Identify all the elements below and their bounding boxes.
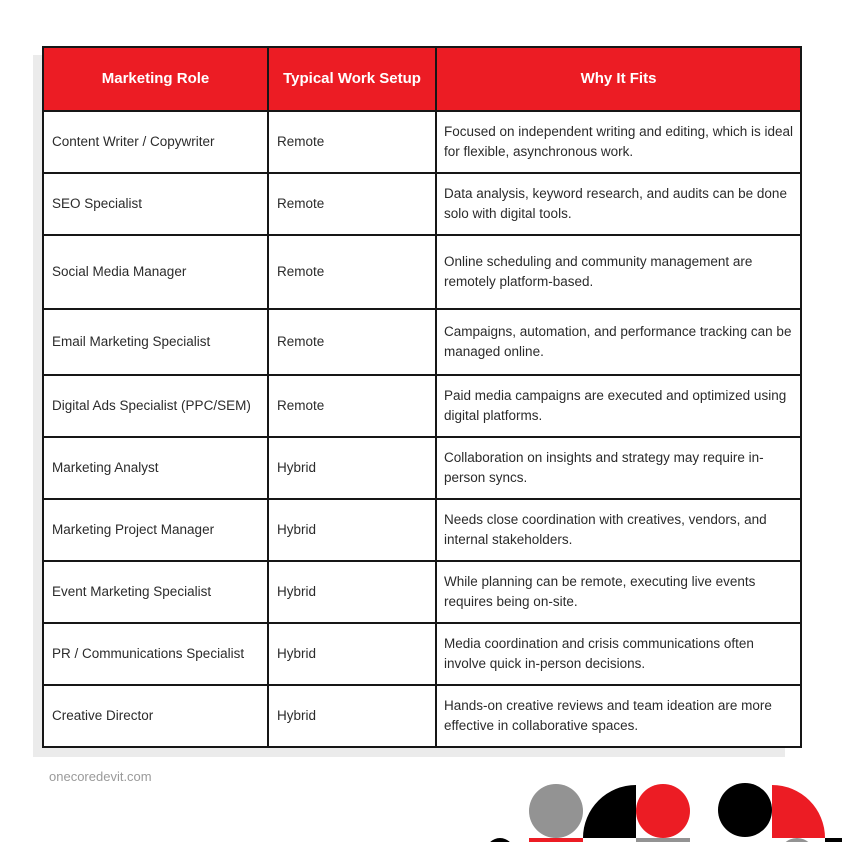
why-cell: Collaboration on insights and strategy may require in-person syncs. <box>436 437 801 499</box>
why-cell: Hands-on creative reviews and team ideation are more effective in collaborative spaces. <box>436 685 801 747</box>
role-cell: SEO Specialist <box>43 173 268 235</box>
red-quarter-shape <box>772 785 825 838</box>
why-cell: While planning can be remote, executing live events requires being on-site. <box>436 561 801 623</box>
why-cell: Data analysis, keyword research, and audits can be done solo with digital tools. <box>436 173 801 235</box>
why-cell: Focused on independent writing and editing, which is ideal for flexible, asynchronous work. <box>436 111 801 173</box>
why-cell: Paid media campaigns are executed and optimized using digital platforms. <box>436 375 801 437</box>
setup-cell: Remote <box>268 111 436 173</box>
header-typical-work-setup: Typical Work Setup <box>268 47 436 111</box>
role-cell: Creative Director <box>43 685 268 747</box>
header-why-it-fits: Why It Fits <box>436 47 801 111</box>
role-cell: Content Writer / Copywriter <box>43 111 268 173</box>
gray-circle-shape <box>529 784 583 838</box>
black-circle-shape <box>718 783 772 837</box>
role-cell: Marketing Project Manager <box>43 499 268 561</box>
red-bar-shape <box>529 838 583 842</box>
setup-cell: Remote <box>268 375 436 437</box>
header-marketing-role: Marketing Role <box>43 47 268 111</box>
black-quarter-shape <box>583 785 636 838</box>
why-cell: Media coordination and crisis communications often involve quick in-person decisions. <box>436 623 801 685</box>
role-cell: Digital Ads Specialist (PPC/SEM) <box>43 375 268 437</box>
why-cell: Campaigns, automation, and performance tracking can be managed online. <box>436 309 801 375</box>
website-footer: onecoredevit.com <box>49 769 152 784</box>
black-corner-shape <box>825 838 842 842</box>
setup-cell: Remote <box>268 309 436 375</box>
setup-cell: Remote <box>268 173 436 235</box>
role-cell: PR / Communications Specialist <box>43 623 268 685</box>
setup-cell: Remote <box>268 235 436 309</box>
setup-cell: Hybrid <box>268 499 436 561</box>
black-partial-circle-shape <box>486 838 514 842</box>
red-circle-shape <box>636 784 690 838</box>
setup-cell: Hybrid <box>268 561 436 623</box>
gray-partial-circle-shape <box>779 838 815 842</box>
setup-cell: Hybrid <box>268 685 436 747</box>
setup-cell: Hybrid <box>268 623 436 685</box>
why-cell: Needs close coordination with creatives, vendors, and internal stakeholders. <box>436 499 801 561</box>
role-cell: Email Marketing Specialist <box>43 309 268 375</box>
why-cell: Online scheduling and community management are remotely platform-based. <box>436 235 801 309</box>
role-cell: Marketing Analyst <box>43 437 268 499</box>
role-cell: Event Marketing Specialist <box>43 561 268 623</box>
setup-cell: Hybrid <box>268 437 436 499</box>
role-cell: Social Media Manager <box>43 235 268 309</box>
gray-bar-shape <box>636 838 690 842</box>
